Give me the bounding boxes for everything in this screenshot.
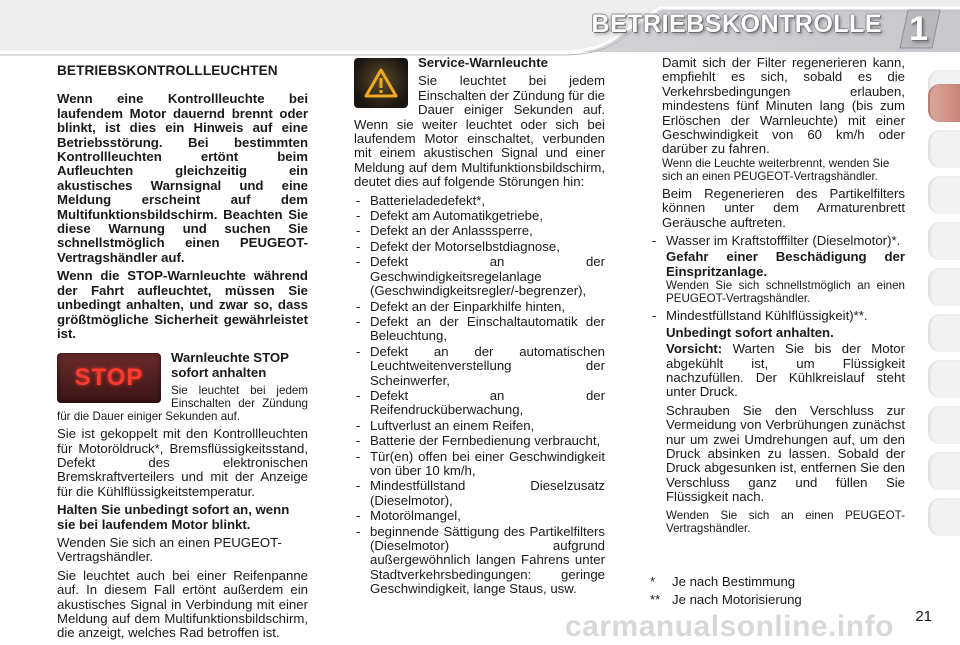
chapter-tab[interactable] <box>928 176 960 214</box>
stop-warning-block <box>57 351 308 423</box>
list-item: - Defekt an der Anlasssperre, <box>354 224 605 238</box>
stop-heading: Warnleuchte STOP sofort anhalten <box>171 350 289 380</box>
water-text: Wasser im Kraftstofffilter (Dieselmotor)*. <box>666 233 901 249</box>
coolant-paragraph: Schrauben Sie den Verschluss zur Vermeidung von Verbrühungen zunächst nur um zwei Umdrehungen auf, um den Druck absinken zu lassen. Sobald der Druck abgesunken ist, entfernen Sie den Verschluss ganz und füllen Sie Flüssigkeit nach. <box>666 402 905 505</box>
chapter-tab[interactable] <box>928 130 960 168</box>
stop-paragraph-1: Sie ist gekoppelt mit den Kontrollleuchten für Motoröldruck*, Bremsflüssigkeitsstand, Defekt des elektronischen Bremskraftverteilers und mit der Anzeige für die Kühlflüssigkeitstemperatur. <box>57 426 308 499</box>
service-fault-list <box>354 194 605 597</box>
footnote-mark: * <box>650 574 656 589</box>
chapter-tab[interactable] <box>928 452 960 490</box>
list-item: - Defekt an der Reifendrucküberwachung, <box>354 389 605 418</box>
column-1 <box>57 56 308 645</box>
list-item: - Defekt an der automatischen Leuchtweitenverstellung der Scheinwerfer, <box>354 345 605 388</box>
regeneration-paragraph: Beim Regenerieren des Partikelfilters können unter dem Armaturenbrett Geräusche auftreten. <box>662 185 905 230</box>
footnote-2 <box>650 591 802 609</box>
service-warning-icon <box>354 58 408 108</box>
list-item: - Defekt an der Geschwindigkeitsregelanlage (Geschwindigkeitsregler/-begrenzer), <box>354 255 605 298</box>
list-item: - Defekt am Automatikgetriebe, <box>354 209 605 223</box>
footnote-text: Je nach Motorisierung <box>672 592 802 607</box>
page-number: 21 <box>915 608 932 625</box>
stop-intro-paragraph: Wenn die STOP-Warnleuchte während der Fahrt aufleuchtet, müssen Sie unbedingt anhalten, und zwar so, dass größtmögliche Sicherheit gewährleistet ist. <box>57 268 308 341</box>
column-2 <box>354 56 605 598</box>
chapter-tab[interactable] <box>928 222 960 260</box>
water-warning: Gefahr einer Beschädigung der Einspritzanlage. <box>666 249 905 279</box>
column-3 <box>650 56 905 539</box>
list-item: - Batterieladedefekt*, <box>354 194 605 208</box>
coolant-warning: Unbedingt sofort anhalten. <box>666 324 834 340</box>
filter-note: Wenn die Leuchte weiterbrennt, wenden Sie sich an einen PEUGEOT-Vertragshändler. <box>662 156 890 183</box>
page-title: BETRIEBSKONTROLLE <box>591 10 882 38</box>
service-heading: Service-Warnleuchte <box>418 55 548 70</box>
caution-text: Warten Sie bis der Motor abgekühlt ist, um Flüssigkeit nachzufüllen. Der Kühlkreislauf steht unter Druck. <box>666 341 905 400</box>
chapter-tab[interactable] <box>928 268 960 306</box>
intro-paragraph: Wenn eine Kontrollleuchte bei laufendem Motor dauernd brennt oder blinkt, ist dies ein Hinweis auf eine Betriebsstörung. Bei bestimmten Kontrollleuchten ertönt beim Aufleuchten gleichzeitig ein akustisches Warnsignal und eine Meldung erscheint auf dem Multifunktionsbildschirm. Beachten Sie diese Warnung und suchen Sie schnellstmöglich einen PEUGEOT-Vertragshändler auf. <box>57 91 308 265</box>
footnote-1 <box>650 573 802 591</box>
list-item: - Motorölmangel, <box>354 509 605 523</box>
service-intro: Sie leuchtet bei jedem Einschalten der Zündung für die Dauer einiger Sekunden auf. Wenn sie weiter leuchtet oder sich bei laufendem Motor einschaltet, verbunden mit einem akustischen Signal und einer Meldung auf dem Multifunktionsbildschirm, deutet dies auf folgende Störungen hin: <box>354 73 605 190</box>
filter-paragraph: Damit sich der Filter regenerieren kann, empfiehlt es sich, sobald es die Verkehrsbedingungen erlauben, mindestens fünf Minuten lang (bis zum Erlöschen der Warnleuchte) mit einer Geschwindigkeit von 60 km/h oder darüber zu fahren. <box>662 55 905 157</box>
section-heading: BETRIEBSKONTROLLLEUCHTEN <box>57 63 278 78</box>
stop-warning-icon <box>57 353 161 403</box>
list-item: - Luftverlust an einem Reifen, <box>354 419 605 433</box>
list-item: - Tür(en) offen bei einer Geschwindigkeit von über 10 km/h, <box>354 450 605 479</box>
list-item-coolant <box>650 309 905 534</box>
footnotes <box>650 573 802 609</box>
stop-paragraph-2: Halten Sie unbedingt sofort an, wenn sie bei laufendem Motor blinkt. <box>57 502 290 532</box>
chapter-number: 1 <box>909 10 928 48</box>
footnote-mark: ** <box>650 592 661 607</box>
chapter-tab[interactable] <box>928 360 960 398</box>
stop-description: Sie leuchtet bei jedem Einschalten der Zündung für die Dauer einiger Sekunden auf. <box>57 384 308 424</box>
chapter-tab[interactable] <box>928 498 960 536</box>
coolant-note: Wenden Sie sich an einen PEUGEOT-Vertragshändler. <box>666 508 905 535</box>
warning-triangle-icon <box>364 68 398 98</box>
list-item: - Batterie der Fernbedienung verbraucht, <box>354 434 605 448</box>
list-item-water <box>650 234 905 305</box>
coolant-text: Mindestfüllstand Kühlflüssigkeit)**. <box>666 308 868 324</box>
stop-paragraph-3: Wenden Sie sich an einen PEUGEOT-Vertragshändler. <box>57 534 282 565</box>
list-item: - Defekt an der Einschaltautomatik der Beleuchtung, <box>354 315 605 344</box>
footnote-text: Je nach Bestimmung <box>672 574 796 589</box>
caution-paragraph <box>666 342 905 400</box>
chapter-tab-active[interactable] <box>928 84 960 122</box>
chapter-tab[interactable] <box>928 406 960 444</box>
stop-icon-label: STOP <box>74 364 144 392</box>
list-item: - Defekt der Motorselbstdiagnose, <box>354 240 605 254</box>
list-item: - Defekt an der Einparkhilfe hinten, <box>354 300 605 314</box>
list-item: - Mindestfüllstand Dieselzusatz (Dieselmotor), <box>354 479 605 508</box>
water-note: Wenden Sie sich schnellstmöglich an einen PEUGEOT-Vertragshändler. <box>666 279 905 306</box>
col3-list <box>650 234 905 535</box>
watermark: carmanualsonline.info <box>565 610 894 643</box>
stop-paragraph-4: Sie leuchtet auch bei einer Reifenpanne auf. In diesem Fall ertönt außerdem ein akustisches Signal in Verbindung mit einer Meldung auf dem Multifunktionsbildschirm, die anzeigt, welches Rad betroffen ist. <box>57 567 308 641</box>
chapter-tab[interactable] <box>928 314 960 352</box>
list-item: - beginnende Sättigung des Partikelfilters (Dieselmotor) aufgrund außergewöhnlich langen Fahrens unter Stadtverkehrsbedingungen: geringe Geschwindigkeit, lange Staus, usw. <box>354 525 605 597</box>
caution-label: Vorsicht: <box>666 341 723 357</box>
